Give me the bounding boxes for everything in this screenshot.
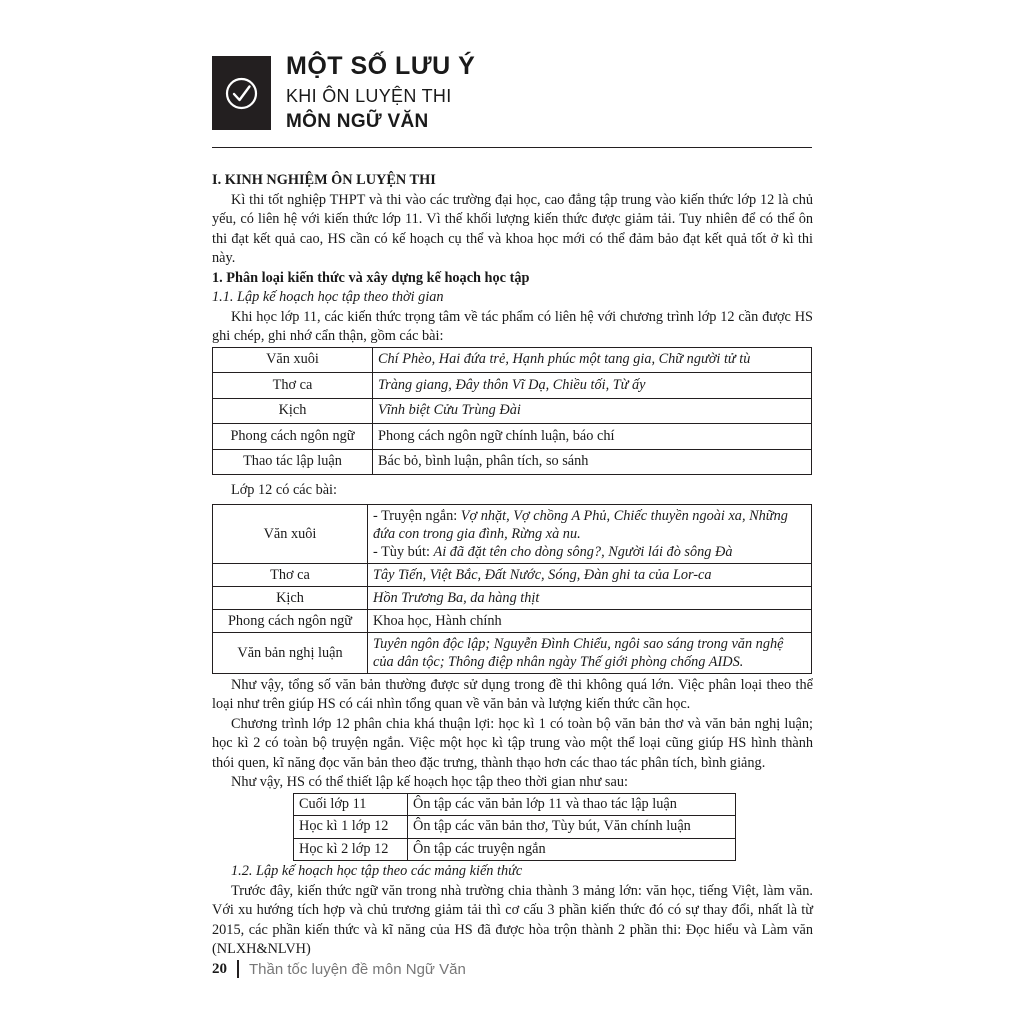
closing-paragraph: Trước đây, kiến thức ngữ văn trong nhà trường chia thành 3 mảng lớn: văn học, tiếng Việt, làm văn. Với xu hướng tích hợp và chủ trương giảm tải thì cơ cấu 3 phần kiến thức đó có sự thay đổi, nhất là từ 2015, các phần kiến thức và kĩ năng của HS đã được hòa trộn thành 2 phần thi: Đọc hiểu và Làm văn (NLXH&NLVH) [212, 882, 813, 957]
section-heading: I. KINH NGHIỆM ÔN LUYỆN THI [212, 172, 436, 188]
book-title: Thần tốc luyện đề môn Ngữ Văn [249, 960, 466, 978]
header-divider [212, 147, 812, 148]
period-cell: Học kì 1 lớp 12 [294, 816, 408, 839]
table-row [294, 793, 736, 816]
page-footer [212, 960, 466, 978]
checkmark-circle-icon [225, 77, 258, 110]
content-cell [368, 504, 812, 563]
category-cell: Thao tác lập luận [213, 449, 373, 475]
grade11-table [212, 347, 812, 476]
grade12-intro: Lớp 12 có các bài: [231, 482, 338, 498]
header-title-line3: MÔN NGỮ VĂN [286, 111, 429, 132]
table-row [294, 816, 736, 839]
category-cell: Kịch [213, 586, 368, 609]
header-icon-box [212, 56, 271, 130]
grade11-intro: Khi học lớp 11, các kiến thức trọng tâm về tác phẩm có liên hệ với chương trình lớp 12 cần được HS ghi chép, ghi nhớ cẩn thận, gồm các bài: [212, 308, 813, 344]
category-cell: Thơ ca [213, 563, 368, 586]
task-cell: Ôn tập các văn bản lớp 11 và thao tác lập luận [408, 793, 736, 816]
task-cell: Ôn tập các truyện ngắn [408, 838, 736, 861]
content-cell: Tây Tiến, Việt Bắc, Đất Nước, Sóng, Đàn ghi ta của Lor-ca [368, 563, 812, 586]
content-cell: Phong cách ngôn ngữ chính luận, báo chí [373, 424, 812, 450]
table-row [213, 449, 812, 475]
page-number: 20 [212, 960, 227, 977]
paragraph-after-1: Như vậy, tổng số văn bản thường được sử dụng trong đề thi không quá lớn. Việc phân loại theo thể loại như trên giúp HS có cái nhìn tổng quan về văn bản và lượng kiến thức cần học. [212, 676, 813, 712]
paragraph-after-2: Chương trình lớp 12 phân chia khá thuận lợi: học kì 1 có toàn bộ văn bản thơ và văn bản nghị luận; học kì 2 có toàn bộ truyện ngắn. Việc một học kì tập trung vào một thể loại cũng giúp HS hình thành thói quen, kĩ năng đọc văn bản theo đặc trưng, thành thạo hơn các thao tác phân tích, bình giảng. [212, 715, 813, 771]
table-row [213, 347, 812, 373]
paragraph-after-3: Như vậy, HS có thể thiết lập kế hoạch học tập theo thời gian như sau: [231, 774, 628, 790]
subsubsection-heading: 1.1. Lập kế hoạch học tập theo thời gian [212, 289, 444, 305]
content-cell: Tuyên ngôn độc lập; Nguyễn Đình Chiểu, ngôi sao sáng trong văn nghệ của dân tộc; Thông điệp nhân ngày Thế giới phòng chống AIDS. [368, 632, 812, 673]
page-content [212, 171, 813, 960]
table-row [213, 632, 812, 673]
content-cell: Bác bỏ, bình luận, phân tích, so sánh [373, 449, 812, 475]
content-cell: Vĩnh biệt Cửu Trùng Đài [373, 398, 812, 424]
content-cell: Tràng giang, Đây thôn Vĩ Dạ, Chiều tối, Từ ấy [373, 373, 812, 399]
subsection-heading: 1. Phân loại kiến thức và xây dựng kế hoạch học tập [212, 269, 530, 286]
short-story-works: Vợ nhặt, Vợ chồng A Phủ, Chiếc thuyền ngoài xa, Những đứa con trong gia đình, Rừng xà nu. [373, 507, 788, 542]
subsubsection-heading-2: 1.2. Lập kế hoạch học tập theo các mảng kiến thức [231, 863, 523, 879]
category-cell: Văn xuôi [213, 347, 373, 373]
content-cell: Khoa học, Hành chính [368, 609, 812, 632]
table-row [213, 609, 812, 632]
header-title-line2: KHI ÔN LUYỆN THI [286, 86, 452, 106]
category-cell: Văn bản nghị luận [213, 632, 368, 673]
table-row [213, 563, 812, 586]
category-cell: Kịch [213, 398, 373, 424]
header-title-line1: MỘT SỐ LƯU Ý [286, 52, 476, 80]
table-row [213, 398, 812, 424]
content-cell: Hồn Trương Ba, da hàng thịt [368, 586, 812, 609]
table-row [213, 504, 812, 563]
grade12-table [212, 504, 812, 674]
schedule-table [293, 793, 736, 862]
footer-divider [237, 960, 239, 978]
category-cell: Văn xuôi [213, 504, 368, 563]
short-story-label: - Truyện ngắn: [373, 507, 461, 524]
category-cell: Phong cách ngôn ngữ [213, 424, 373, 450]
table-row [213, 424, 812, 450]
task-cell: Ôn tập các văn bản thơ, Tùy bút, Văn chính luận [408, 816, 736, 839]
intro-paragraph: Kì thi tốt nghiệp THPT và thi vào các trường đại học, cao đẳng tập trung vào kiến thức lớp 12 là chủ yếu, có liên hệ với kiến thức lớp 11. Vì thế khối lượng kiến thức được giảm tải. Tuy nhiên để có thể ôn thi đạt kết quả cao, HS cần có kế hoạch cụ thể và khoa học mới có thể đảm bảo đạt kết quả tốt ở kì thi này. [212, 191, 813, 266]
category-cell: Thơ ca [213, 373, 373, 399]
essay-label: - Tùy bút: [373, 543, 434, 560]
period-cell: Học kì 2 lớp 12 [294, 838, 408, 861]
essay-works: Ai đã đặt tên cho dòng sông?, Người lái đò sông Đà [433, 543, 733, 560]
period-cell: Cuối lớp 11 [294, 793, 408, 816]
category-cell: Phong cách ngôn ngữ [213, 609, 368, 632]
content-cell: Chí Phèo, Hai đứa trẻ, Hạnh phúc một tang gia, Chữ người tử tù [373, 347, 812, 373]
table-row [294, 838, 736, 861]
table-row [213, 586, 812, 609]
table-row [213, 373, 812, 399]
